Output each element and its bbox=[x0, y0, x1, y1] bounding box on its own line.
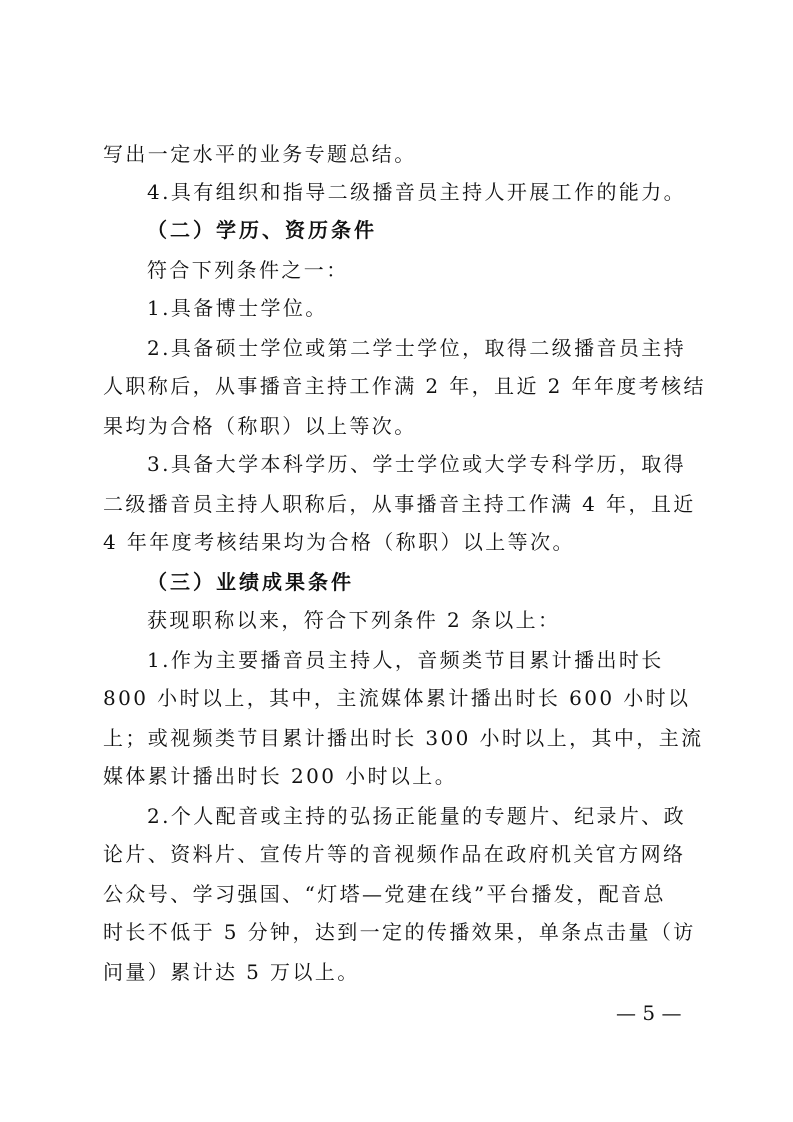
text-line: 1.具备博士学位。 bbox=[147, 296, 328, 320]
text-line: 2.具备硕士学位或第二学士学位，取得二级播音员主持 bbox=[147, 336, 687, 360]
text-line: 符合下列条件之一： bbox=[147, 258, 349, 282]
section-heading: （二）学历、资历条件 bbox=[147, 218, 377, 242]
text-line: 公众号、学习强国、“灯塔—党建在线”平台播发，配音总 bbox=[103, 882, 666, 906]
text-line: 写出一定水平的业务专题总结。 bbox=[103, 142, 417, 166]
text-line: 上；或视频类节目累计播出时长 300 小时以上，其中，主流 bbox=[103, 726, 704, 750]
text-line: 3.具备大学本科学历、学士学位或大学专科学历，取得 bbox=[147, 452, 687, 476]
text-line: 800 小时以上，其中，主流媒体累计播出时长 600 小时以 bbox=[103, 686, 691, 710]
text-line: 4.具有组织和指导二级播音员主持人开展工作的能力。 bbox=[147, 180, 687, 204]
page-number: — 5 — bbox=[616, 1001, 682, 1025]
text-line: 媒体累计播出时长 200 小时以上。 bbox=[103, 764, 458, 788]
section-heading: （三）业绩成果条件 bbox=[147, 570, 354, 594]
text-line: 人职称后，从事播音主持工作满 2 年，且近 2 年年度考核结 bbox=[103, 374, 706, 398]
text-line: 问量）累计达 5 万以上。 bbox=[103, 960, 360, 984]
text-line: 获现职称以来，符合下列条件 2 条以上： bbox=[147, 608, 561, 632]
text-line: 4 年年度考核结果均为合格（称职）以上等次。 bbox=[103, 530, 575, 554]
text-line: 2.个人配音或主持的弘扬正能量的专题片、纪录片、政 bbox=[147, 804, 687, 828]
text-line: 二级播音员主持人职称后，从事播音主持工作满 4 年，且近 bbox=[103, 492, 696, 516]
text-line: 果均为合格（称职）以上等次。 bbox=[103, 414, 417, 438]
text-line: 论片、资料片、宣传片等的音视频作品在政府机关官方网络 bbox=[103, 842, 686, 866]
text-line: 时长不低于 5 分钟，达到一定的传播效果，单条点击量（访 bbox=[103, 920, 696, 944]
text-line: 1.作为主要播音员主持人，音频类节目累计播出时长 bbox=[147, 648, 664, 672]
